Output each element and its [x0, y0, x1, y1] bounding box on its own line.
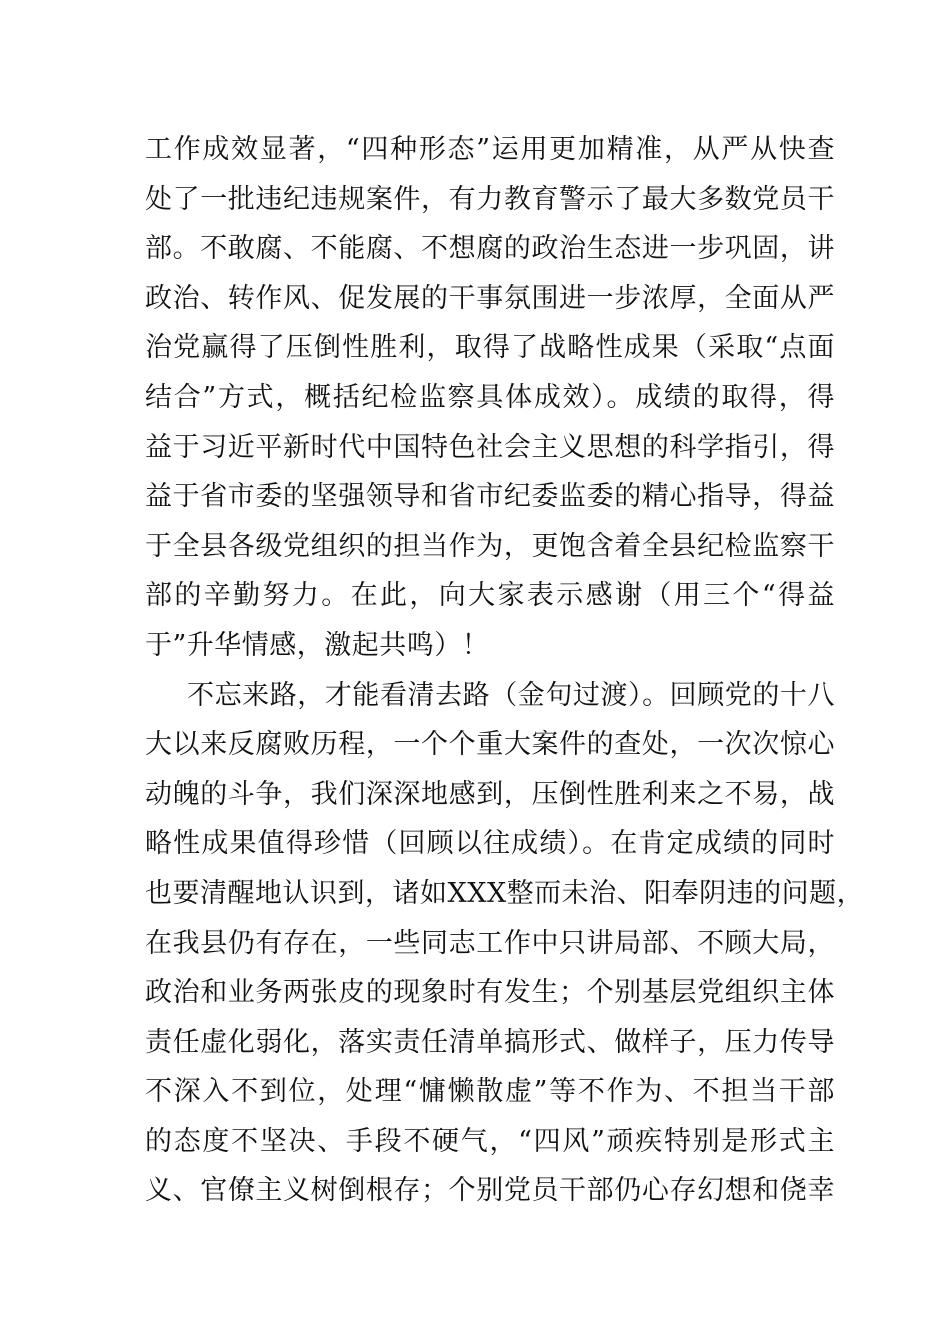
text-line: 不忘来路，才能看清去路（金句过渡）。回顾党的十八: [187, 679, 835, 711]
text-line: 的态度不坚决、手段不硬气，“四风”顽疾特别是形式主: [145, 1125, 835, 1157]
text-line: 动魄的斗争，我们深深地感到，压倒性胜利来之不易，战: [145, 778, 835, 810]
text-line: 处了一批违纪违规案件，有力教育警示了最大多数党员干: [145, 183, 835, 215]
paragraph-1: [145, 125, 835, 671]
text-line: 责任虚化弱化，落实责任清单搞形式、做样子，压力传导: [145, 1026, 835, 1058]
text-line: 于”升华情感，激起共鸣）！: [145, 629, 490, 661]
text-line: 益于省市委的坚强领导和省市纪委监委的精心指导，得益: [145, 481, 835, 513]
text-line: 也要清醒地认识到，诸如XXX整而未治、阳奉阴违的问题，: [145, 877, 865, 909]
text-line: 益于习近平新时代中国特色社会主义思想的科学指引，得: [145, 431, 835, 463]
text-line: 治党赢得了压倒性胜利，取得了战略性成果（采取“点面: [145, 332, 835, 364]
text-line: 政治和业务两张皮的现象时有发生；个别基层党组织主体: [145, 977, 835, 1009]
text-line: 部的辛勤努力。在此，向大家表示感谢（用三个“得益: [145, 580, 835, 612]
body-text: [145, 125, 865, 1216]
text-line: 结合”方式，概括纪检监察具体成效）。成绩的取得，得: [145, 381, 835, 413]
text-line: 部。不敢腐、不能腐、不想腐的政治生态进一步巩固，讲: [145, 233, 835, 265]
text-line: 不深入不到位，处理“慵懒散虚”等不作为、不担当干部: [145, 1076, 835, 1108]
paragraph-2: [145, 671, 865, 1217]
text-line: 略性成果值得珍惜（回顾以往成绩）。在肯定成绩的同时: [145, 828, 835, 860]
text-line: 工作成效显著，“四种形态”运用更加精准，从严从快查: [145, 134, 835, 165]
text-line: 大以来反腐败历程，一个个重大案件的查处，一次次惊心: [145, 729, 835, 761]
text-line: 政治、转作风、促发展的干事氛围进一步浓厚，全面从严: [145, 282, 835, 314]
text-line: 义、官僚主义树倒根存；个别党员干部仍心存幻想和侥幸: [145, 1175, 835, 1207]
text-line: 于全县各级党组织的担当作为，更饱含着全县纪检监察干: [145, 530, 835, 562]
text-line: 在我县仍有存在，一些同志工作中只讲局部、不顾大局，: [145, 927, 835, 959]
